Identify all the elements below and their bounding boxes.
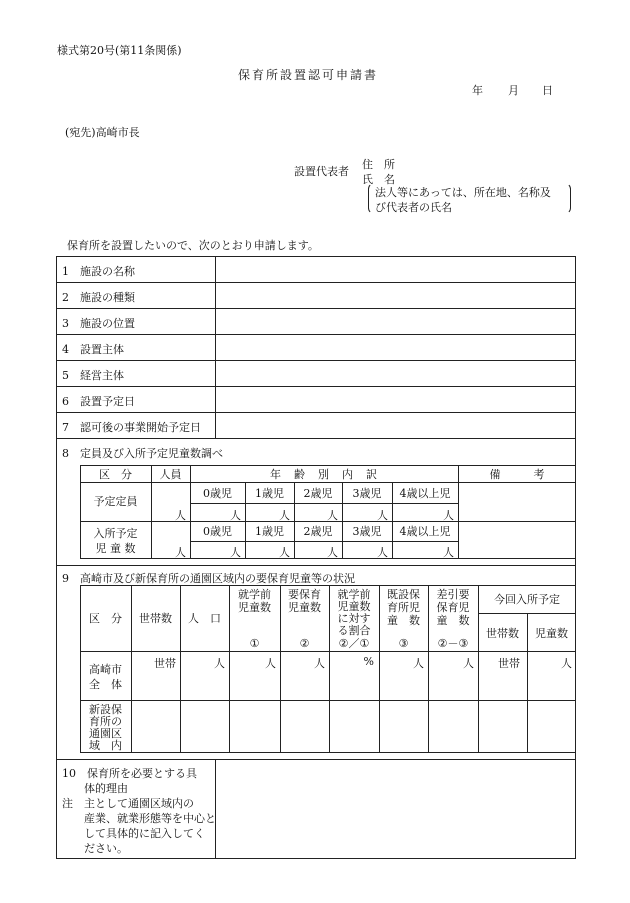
sec8-col-staff: 人員 xyxy=(159,468,182,481)
sec9-col-diff-1: 差引要 xyxy=(436,588,470,601)
unit: 人 xyxy=(279,546,290,559)
corp-note-line1: 法人等にあっては、所在地、名称及 xyxy=(375,186,551,199)
sec9-col-need-2: 児童数 xyxy=(288,601,321,614)
sec9-row-city-1: 高崎市 xyxy=(89,663,122,676)
unit-person: 人 xyxy=(561,657,572,670)
sec9-col-existing-1: 既設保 xyxy=(387,588,420,601)
unit: 人 xyxy=(175,509,186,522)
sec9-col-ratio-5: ②／① xyxy=(338,637,370,650)
sec10-note-3: して具体的に記入してく xyxy=(62,827,205,840)
date-day-label: 日 xyxy=(542,84,553,97)
sec9-col-population: 人 口 xyxy=(188,612,221,625)
unit-person: 人 xyxy=(214,657,225,670)
sec8-age-0: 0歳児 xyxy=(203,487,232,500)
sec9-col-diff-3: 童 数 xyxy=(436,614,470,627)
unit-person: 人 xyxy=(265,657,276,670)
sec8-col-kubun: 区 分 xyxy=(99,468,132,481)
name-label: 氏 名 xyxy=(362,173,395,186)
unit-household: 世帯 xyxy=(154,657,176,670)
address-label: 住 所 xyxy=(362,158,395,171)
sec9-row-new-2: 育所の xyxy=(89,715,122,728)
sec9-col-kubun: 区 分 xyxy=(89,612,122,625)
applicant-label: 設置代表者 xyxy=(294,165,349,178)
sec9-col-existing-3: 童 数 xyxy=(387,614,420,627)
sec8-age-2: 2歳児 xyxy=(303,487,333,500)
sec10-line1: 10 保育所を必要とする具 xyxy=(62,767,197,780)
sec9-col-ratio-2: 児童数 xyxy=(337,600,371,613)
sec9-row-new-4: 域 内 xyxy=(89,739,122,752)
unit-percent: % xyxy=(363,655,374,668)
sec9-title: 9 高崎市及び新保育所の通園区域内の要保育児童等の状況 xyxy=(62,572,355,585)
sec8-age-3: 3歳児 xyxy=(352,525,382,538)
sec8-col-age: 年 齢 別 内 訳 xyxy=(270,468,378,481)
unit: 人 xyxy=(377,546,388,559)
sec9-col-ratio-1: 就学前 xyxy=(337,588,371,601)
sec9-col-preschool-1: 就学前 xyxy=(238,588,271,601)
sec8-row-enrolled-2: 児 童 数 xyxy=(95,542,136,555)
sec9-col-preschool-2: 児童数 xyxy=(238,601,271,614)
row-facility-type: 2 施設の種類 xyxy=(62,291,135,304)
row-facility-location: 3 施設の位置 xyxy=(62,317,135,330)
date-year-label: 年 xyxy=(472,84,483,97)
sec9-col-households: 世帯数 xyxy=(139,612,172,625)
unit: 人 xyxy=(230,546,241,559)
sec8-age-4: 4歳以上児 xyxy=(399,525,451,538)
unit: 人 xyxy=(443,546,454,559)
sec9-col-ratio-4: る割合 xyxy=(337,624,371,637)
sec8-age-0: 0歳児 xyxy=(203,525,232,538)
corp-note-line2: び代表者の氏名 xyxy=(375,201,452,214)
row-start-date: 7 認可後の事業開始予定日 xyxy=(62,421,201,434)
row-founder: 4 設置主体 xyxy=(62,343,124,356)
sec9-col-preschool-3: ① xyxy=(249,637,260,650)
addressee: (宛先)高崎市長 xyxy=(65,126,140,139)
sec8-row-capacity: 予定定員 xyxy=(93,495,138,508)
sec10-note-1: 注 主として通園区域内の xyxy=(62,797,194,810)
sec10-note-4: ださい。 xyxy=(62,842,128,855)
intro-text: 保育所を設置したいので、次のとおり申請します。 xyxy=(67,239,319,252)
row-facility-name: 1 施設の名称 xyxy=(62,265,135,278)
sec9-col-need-3: ② xyxy=(299,637,310,650)
unit: 人 xyxy=(377,509,388,522)
sec9-col-diff-4: ②－③ xyxy=(437,637,469,650)
unit: 人 xyxy=(443,509,454,522)
unit: 人 xyxy=(327,509,338,522)
sec8-age-2: 2歳児 xyxy=(303,525,333,538)
date-month-label: 月 xyxy=(508,84,519,97)
unit: 人 xyxy=(230,509,241,522)
sec10-line2: 体的理由 xyxy=(62,782,128,795)
sec8-title: 8 定員及び入所予定児童数調べ xyxy=(62,447,223,460)
unit-household: 世帯 xyxy=(498,657,520,670)
sec8-row-enrolled-1: 入所予定 xyxy=(93,527,138,540)
row-operator: 5 経営主体 xyxy=(62,369,124,382)
unit: 人 xyxy=(175,546,186,559)
sec8-age-3: 3歳児 xyxy=(352,487,382,500)
sec9-row-city-2: 全 体 xyxy=(89,678,122,691)
sec8-age-1: 1歳児 xyxy=(255,525,284,538)
sec9-col-admit-children: 児童数 xyxy=(535,627,568,640)
sec8-age-4: 4歳以上児 xyxy=(399,487,451,500)
unit-person: 人 xyxy=(413,657,424,670)
unit: 人 xyxy=(279,509,290,522)
unit: 人 xyxy=(327,546,338,559)
sec10-note-2: 産業、就業形態等を中心と xyxy=(62,812,216,825)
sec9-col-admit-households: 世帯数 xyxy=(486,627,519,640)
sec9-col-need-1: 要保育 xyxy=(288,588,321,601)
sec8-col-note: 備 考 xyxy=(489,468,545,481)
sec9-row-new-3: 通園区 xyxy=(89,727,122,740)
sec9-col-existing-4: ③ xyxy=(398,637,409,650)
sec9-col-ratio-3: に対す xyxy=(337,612,371,625)
form-number: 様式第20号(第11条関係) xyxy=(57,44,182,57)
sec8-age-1: 1歳児 xyxy=(255,487,284,500)
sec9-row-new-1: 新設保 xyxy=(89,703,122,716)
sec9-col-existing-2: 育所児 xyxy=(387,601,420,614)
row-planned-date: 6 設置予定日 xyxy=(62,395,135,408)
page-title: 保育所設置認可申請書 xyxy=(238,68,379,82)
unit-person: 人 xyxy=(314,657,325,670)
unit-person: 人 xyxy=(463,657,474,670)
sec9-col-admit: 今回入所予定 xyxy=(494,593,560,606)
sec9-col-diff-2: 保育児 xyxy=(436,601,470,614)
